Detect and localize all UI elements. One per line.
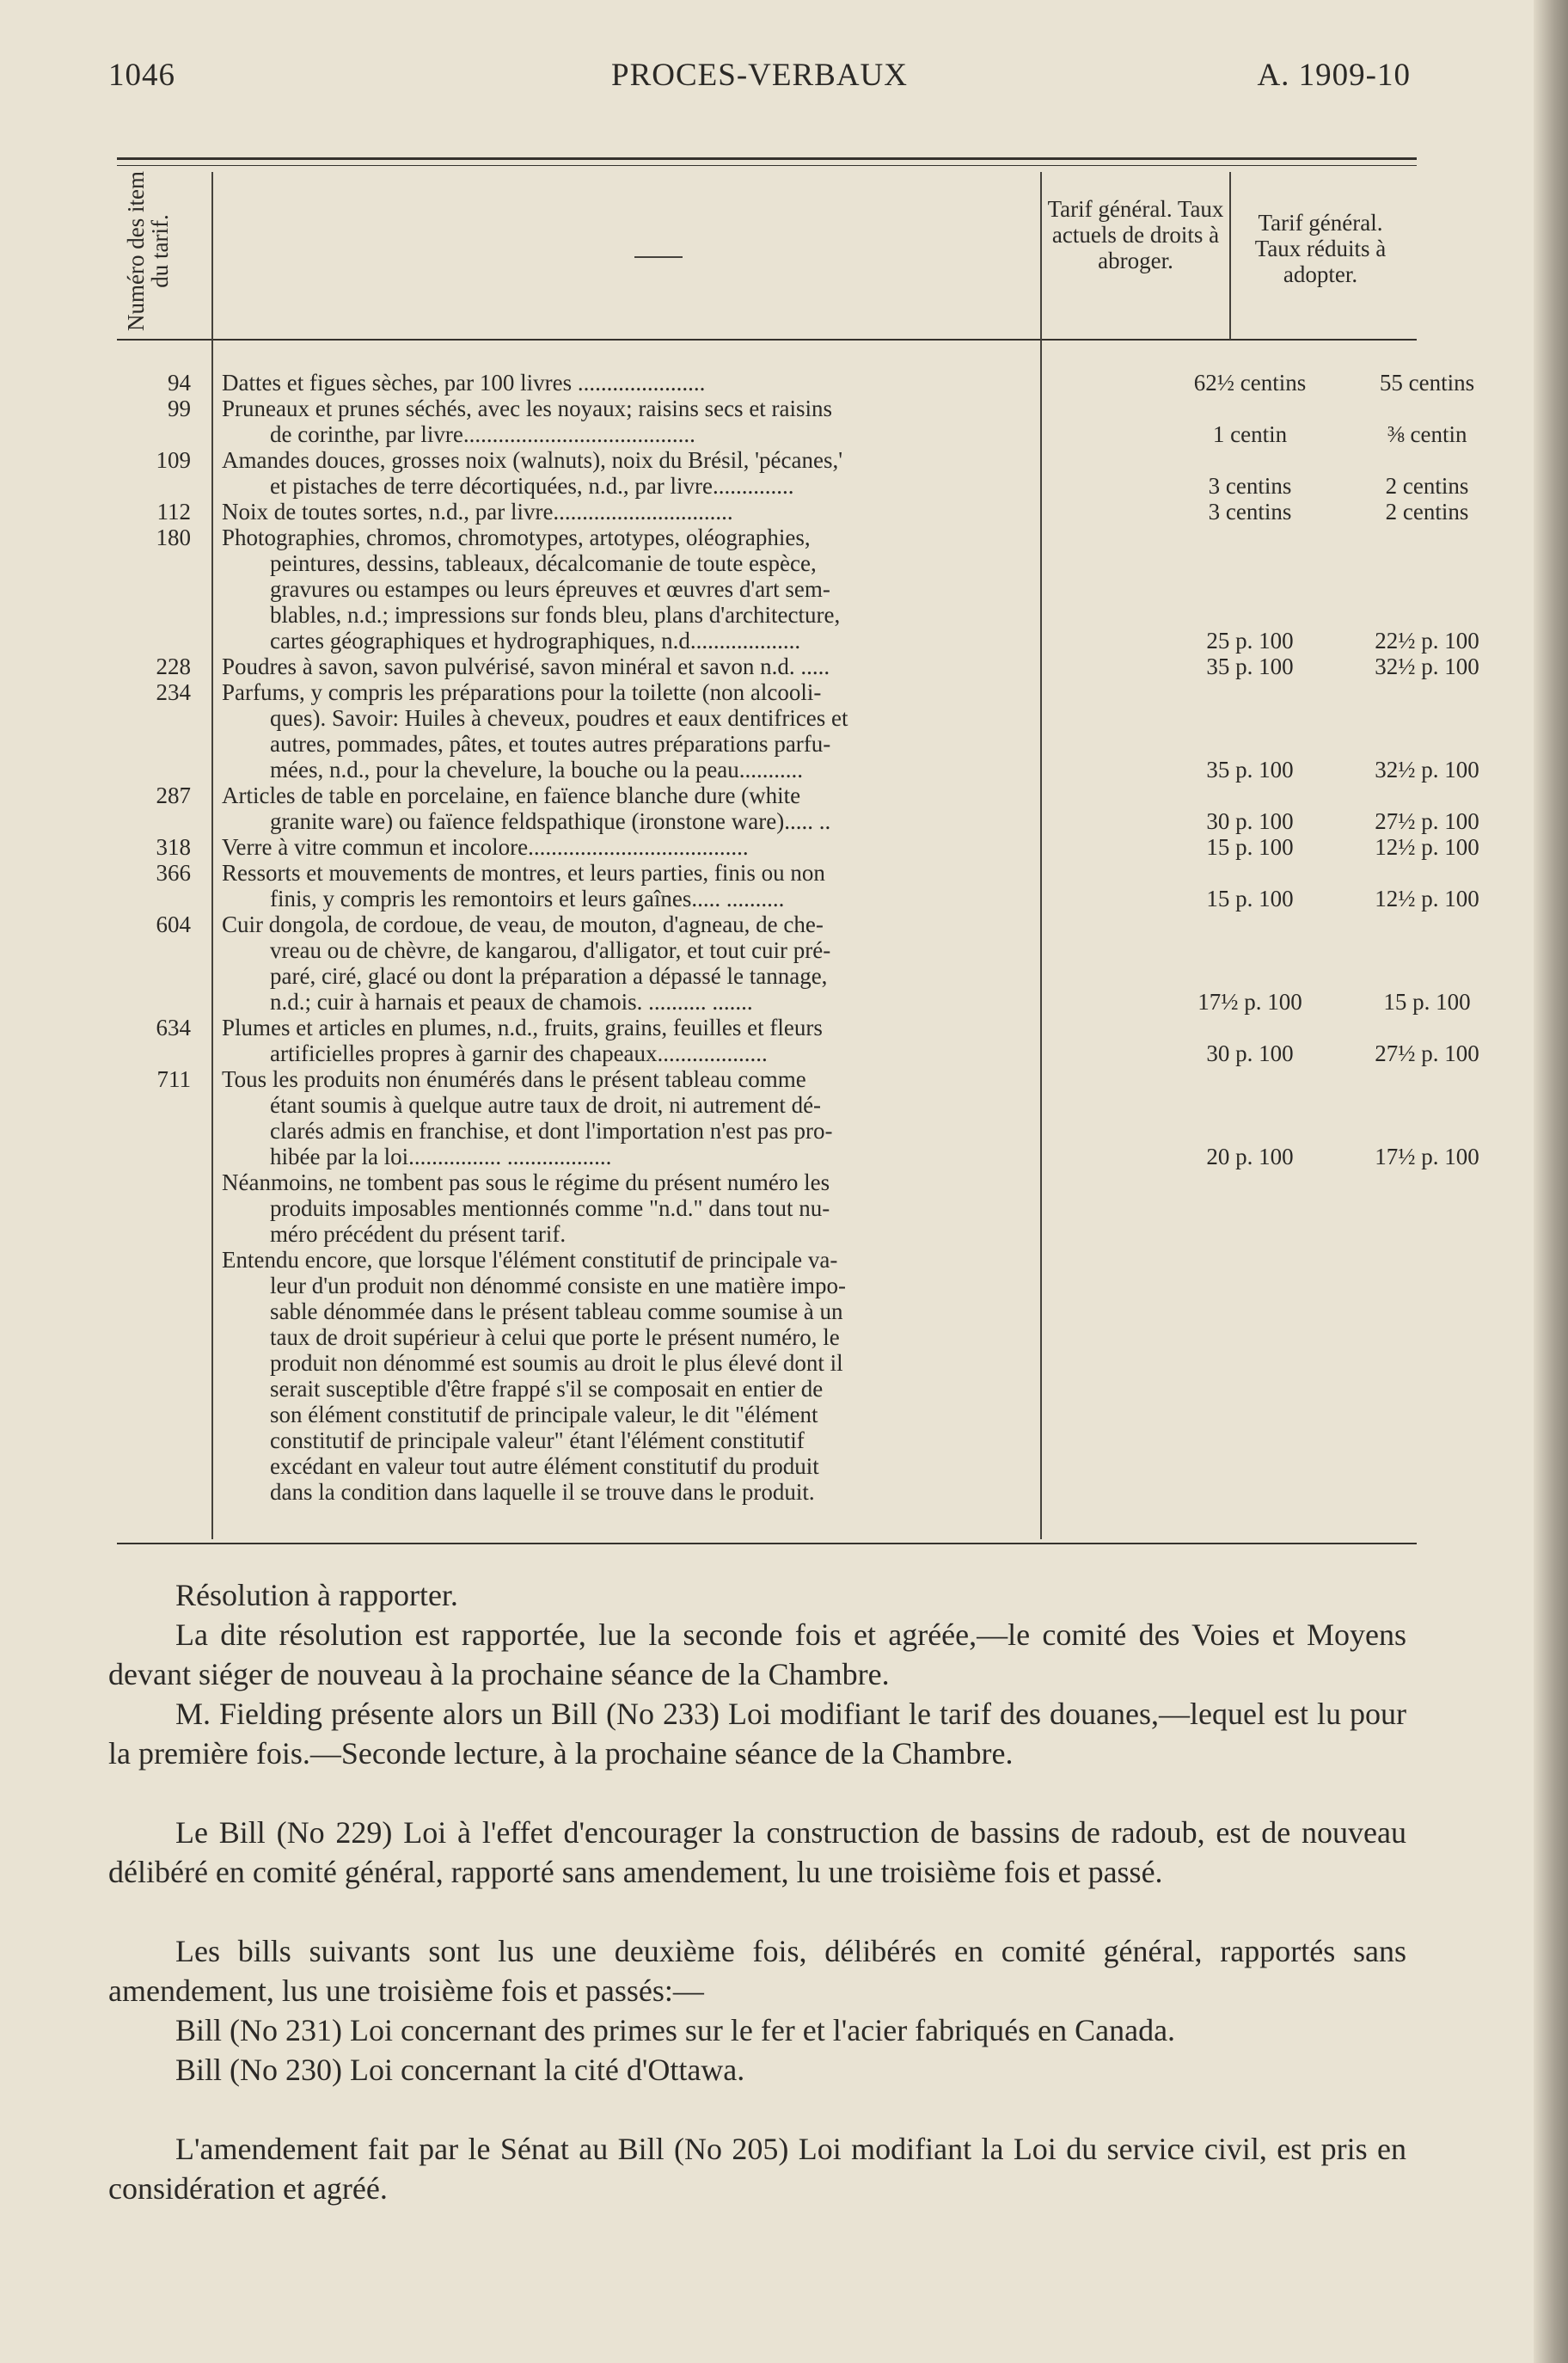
body-text xyxy=(108,1575,1406,2208)
description-line: paré, ciré, glacé ou dont la préparation a dépassé le tannage, xyxy=(270,963,828,989)
description-line: taux de droit supérieur à celui que porte le présent numéro, le xyxy=(270,1324,840,1350)
table-row xyxy=(112,447,1469,499)
table-row xyxy=(112,834,1479,860)
tariff-item-description xyxy=(222,654,1145,679)
current-rate-value: 62½ centins xyxy=(1193,370,1307,396)
table-row xyxy=(112,1247,1418,1505)
tariff-item-number: 287 xyxy=(156,783,191,808)
tariff-item-number: 112 xyxy=(156,499,191,525)
column-header-new-rate: Tarif général. Taux réduits à adopter. xyxy=(1254,210,1387,287)
tariff-item-number: 228 xyxy=(156,654,191,679)
table-row xyxy=(112,783,1479,834)
new-rate-value: 2 centins xyxy=(1385,473,1469,499)
description-line: granite ware) ou faïence feldspathique (ironstone ware)..... .. xyxy=(270,808,831,834)
tariff-item-description xyxy=(222,911,1145,1015)
tariff-item-number: 94 xyxy=(168,370,191,396)
current-rate-value: 15 p. 100 xyxy=(1206,886,1294,911)
description-line: et pistaches de terre décortiquées, n.d., par livre.............. xyxy=(270,473,794,499)
new-rate-value: 27½ p. 100 xyxy=(1375,808,1479,834)
new-rate-value: 55 centins xyxy=(1379,370,1475,396)
new-rate-value: 32½ p. 100 xyxy=(1375,757,1479,783)
description-line: dans la condition dans laquelle il se trouve dans le produit. xyxy=(270,1479,815,1505)
description-line: Entendu encore, que lorsque l'élément constitutif de principale va- xyxy=(222,1247,838,1273)
description-line: clarés admis en franchise, et dont l'importation n'est pas pro- xyxy=(270,1118,833,1144)
new-rate-value: 27½ p. 100 xyxy=(1375,1040,1479,1066)
tariff-item-description xyxy=(222,1169,1145,1247)
page-title: PROCES-VERBAUX xyxy=(611,58,908,93)
current-rate-value: 35 p. 100 xyxy=(1206,654,1294,679)
description-line: son élément constitutif de principale valeur, le dit "élément xyxy=(270,1402,818,1427)
tariff-item-description xyxy=(222,860,1145,911)
description-line: peintures, dessins, tableaux, décalcomanie de toute espèce, xyxy=(270,550,817,576)
description-line: excédant en valeur tout autre élément constitutif du produit xyxy=(270,1453,819,1479)
tariff-item-description xyxy=(222,447,1145,499)
col-divider-3 xyxy=(1229,172,1231,340)
description-line: produit non dénommé est soumis au droit le plus élevé dont il xyxy=(270,1350,843,1376)
description-line: Pruneaux et prunes séchés, avec les noyaux; raisins secs et raisins xyxy=(222,396,833,421)
current-rate-value: 30 p. 100 xyxy=(1206,808,1294,834)
tariff-item-description xyxy=(222,525,1145,654)
description-line: Photographies, chromos, chromotypes, artotypes, oléographies, xyxy=(222,525,811,550)
tariff-item-description xyxy=(222,499,1145,525)
description-line: Noix de toutes sortes, n.d., par livre............................... xyxy=(222,499,733,525)
tariff-item-number: 234 xyxy=(156,679,191,705)
table-row xyxy=(112,679,1479,783)
current-rate-value: 3 centins xyxy=(1208,499,1292,525)
current-rate-value: 17½ p. 100 xyxy=(1197,989,1302,1015)
paragraph-bill-205: L'amendement fait par le Sénat au Bill (No 205) Loi modifiant la Loi du service civil, est pris en considération et agréé. xyxy=(108,2132,1406,2206)
current-rate-value: 20 p. 100 xyxy=(1206,1144,1294,1169)
page-edge-shadow xyxy=(1534,0,1568,2363)
description-line: hibée par la loi................ .................. xyxy=(270,1144,612,1169)
new-rate-value: 15 p. 100 xyxy=(1383,989,1471,1015)
tariff-item-number: 180 xyxy=(156,525,191,550)
table-top-rule xyxy=(117,157,1417,160)
tariff-item-description xyxy=(222,783,1145,834)
tariff-item-number: 99 xyxy=(168,396,191,421)
table-row xyxy=(112,860,1479,911)
description-line: méro précédent du présent tarif. xyxy=(270,1221,567,1247)
description-line: produits imposables mentionnés comme "n.d." dans tout nu- xyxy=(270,1195,830,1221)
paragraph-resolution-reported: La dite résolution est rapportée, lue la seconde fois et agréée,—le comité des Voies et Moyens devant siéger de nouveau à la prochaine séance de la Chambre. xyxy=(108,1617,1406,1691)
current-rate-value: 35 p. 100 xyxy=(1206,757,1294,783)
tariff-item-description xyxy=(222,396,1145,447)
page-header xyxy=(108,57,1411,98)
new-rate-value: 32½ p. 100 xyxy=(1375,654,1479,679)
bill-231-item: Bill (No 231) Loi concernant des primes sur le fer et l'acier fabriqués en Canada. xyxy=(175,2013,1176,2047)
new-rate-value: 17½ p. 100 xyxy=(1375,1144,1479,1169)
paragraph-bill-233: M. Fielding présente alors un Bill (No 233) Loi modifiant le tarif des douanes,—lequel est lu pour la première fois.—Seconde lecture, à la prochaine séance de la Chambre. xyxy=(108,1697,1406,1771)
table-row xyxy=(112,1015,1479,1066)
tariff-item-description xyxy=(222,834,1145,860)
tariff-item-number: 711 xyxy=(156,1066,191,1092)
description-line: Verre à vitre commun et incolore...................................... xyxy=(222,834,749,860)
description-line: n.d.; cuir à harnais et peaux de chamois. .......... ....... xyxy=(270,989,753,1015)
new-rate-value: 12½ p. 100 xyxy=(1375,886,1479,911)
table-row xyxy=(112,396,1467,447)
description-line: Plumes et articles en plumes, n.d., fruits, grains, feuilles et fleurs xyxy=(222,1015,823,1040)
current-rate-value: 25 p. 100 xyxy=(1206,628,1294,654)
column-header-number: Numéro des item du tarif. xyxy=(123,171,173,331)
paragraph-bill-229: Le Bill (No 229) Loi à l'effet d'encourager la construction de bassins de radoub, est de nouveau délibéré en comité général, rapporté sans amendement, lu une troisième fois et passé. xyxy=(108,1815,1406,1889)
tariff-item-description xyxy=(222,1247,1145,1505)
header-bottom-rule xyxy=(117,339,1417,341)
table-row xyxy=(112,1066,1479,1169)
description-line: constitutif de principale valeur" étant l'élément constitutif xyxy=(270,1427,805,1453)
table-bottom-rule xyxy=(117,1543,1417,1544)
description-line: de corinthe, par livre........................................ xyxy=(270,421,695,447)
table-row xyxy=(112,1169,1418,1247)
new-rate-value: 2 centins xyxy=(1385,499,1469,525)
current-rate-value: 15 p. 100 xyxy=(1206,834,1294,860)
description-line: blables, n.d.; impressions sur fonds bleu, plans d'architecture, xyxy=(270,602,841,628)
description-line: artificielles propres à garnir des chapeaux................... xyxy=(270,1040,768,1066)
session-year: A. 1909-10 xyxy=(1257,58,1411,93)
paragraph-resolution: Résolution à rapporter. xyxy=(175,1578,458,1612)
description-line: serait susceptible d'être frappé s'il se composait en entier de xyxy=(270,1376,824,1402)
description-line: finis, y compris les remontoirs et leurs gaînes..... .......... xyxy=(270,886,785,911)
table-row xyxy=(112,911,1471,1015)
description-line: autres, pommades, pâtes, et toutes autres préparations parfu- xyxy=(270,731,831,757)
description-line: cartes géographiques et hydrographiques, n.d................... xyxy=(270,628,801,654)
description-line: Parfums, y compris les préparations pour la toilette (non alcooli- xyxy=(222,679,822,705)
tariff-item-number: 109 xyxy=(156,447,191,473)
description-line: ques). Savoir: Huiles à cheveux, poudres et eaux dentifrices et xyxy=(270,705,848,731)
tariff-item-description xyxy=(222,1015,1145,1066)
current-rate-value: 3 centins xyxy=(1208,473,1292,499)
bill-230-item: Bill (No 230) Loi concernant la cité d'Ottawa. xyxy=(175,2053,745,2087)
new-rate-value: ⅜ centin xyxy=(1387,421,1467,447)
description-line: Dattes et figues sèches, par 100 livres ...................... xyxy=(222,370,706,396)
column-header-current-rate: Tarif général. Taux actuels de droits à abroger. xyxy=(1047,196,1224,273)
column-header-description xyxy=(634,256,683,258)
description-line: gravures ou estampes ou leurs épreuves et œuvres d'art sem- xyxy=(270,576,830,602)
description-line: Tous les produits non énumérés dans le présent tableau comme xyxy=(222,1066,806,1092)
description-line: étant soumis à quelque autre taux de droit, ni autrement dé- xyxy=(270,1092,822,1118)
description-line: Poudres à savon, savon pulvérisé, savon minéral et savon n.d. ..... xyxy=(222,654,830,679)
table-row xyxy=(112,654,1479,679)
table-row xyxy=(112,525,1479,654)
description-line: Ressorts et mouvements de montres, et leurs parties, finis ou non xyxy=(222,860,825,886)
new-rate-value: 12½ p. 100 xyxy=(1375,834,1479,860)
description-line: Néanmoins, ne tombent pas sous le régime du présent numéro les xyxy=(222,1169,830,1195)
description-line: mées, n.d., pour la chevelure, la bouche ou la peau........... xyxy=(270,757,804,783)
tariff-item-number: 318 xyxy=(156,834,191,860)
table-row xyxy=(112,370,1475,396)
description-line: Articles de table en porcelaine, en faïence blanche dure (white xyxy=(222,783,801,808)
tariff-item-description xyxy=(222,370,1145,396)
description-line: vreau ou de chèvre, de kangarou, d'alligator, et tout cuir pré- xyxy=(270,937,831,963)
tariff-item-description xyxy=(222,679,1145,783)
new-rate-value: 22½ p. 100 xyxy=(1375,628,1479,654)
table-row xyxy=(112,499,1469,525)
description-line: Amandes douces, grosses noix (walnuts), noix du Brésil, 'pécanes,' xyxy=(222,447,843,473)
page-number: 1046 xyxy=(108,58,175,93)
description-line: Cuir dongola, de cordoue, de veau, de mouton, d'agneau, de che- xyxy=(222,911,824,937)
tariff-item-number: 604 xyxy=(156,911,191,937)
current-rate-value: 30 p. 100 xyxy=(1206,1040,1294,1066)
tariff-item-number: 366 xyxy=(156,860,191,886)
current-rate-value: 1 centin xyxy=(1212,421,1288,447)
tariff-item-number: 634 xyxy=(156,1015,191,1040)
table-top-rule-thin xyxy=(117,165,1417,166)
description-line: leur d'un produit non dénommé consiste en une matière impo- xyxy=(270,1273,846,1298)
tariff-item-description xyxy=(222,1066,1145,1169)
tariff-table xyxy=(112,370,1479,1505)
paragraph-bills-second-reading: Les bills suivants sont lus une deuxième fois, délibérés en comité général, rapportés sans amendement, lus une troisième fois et passés:— xyxy=(108,1934,1406,2008)
description-line: sable dénommée dans le présent tableau comme soumise à un xyxy=(270,1298,843,1324)
